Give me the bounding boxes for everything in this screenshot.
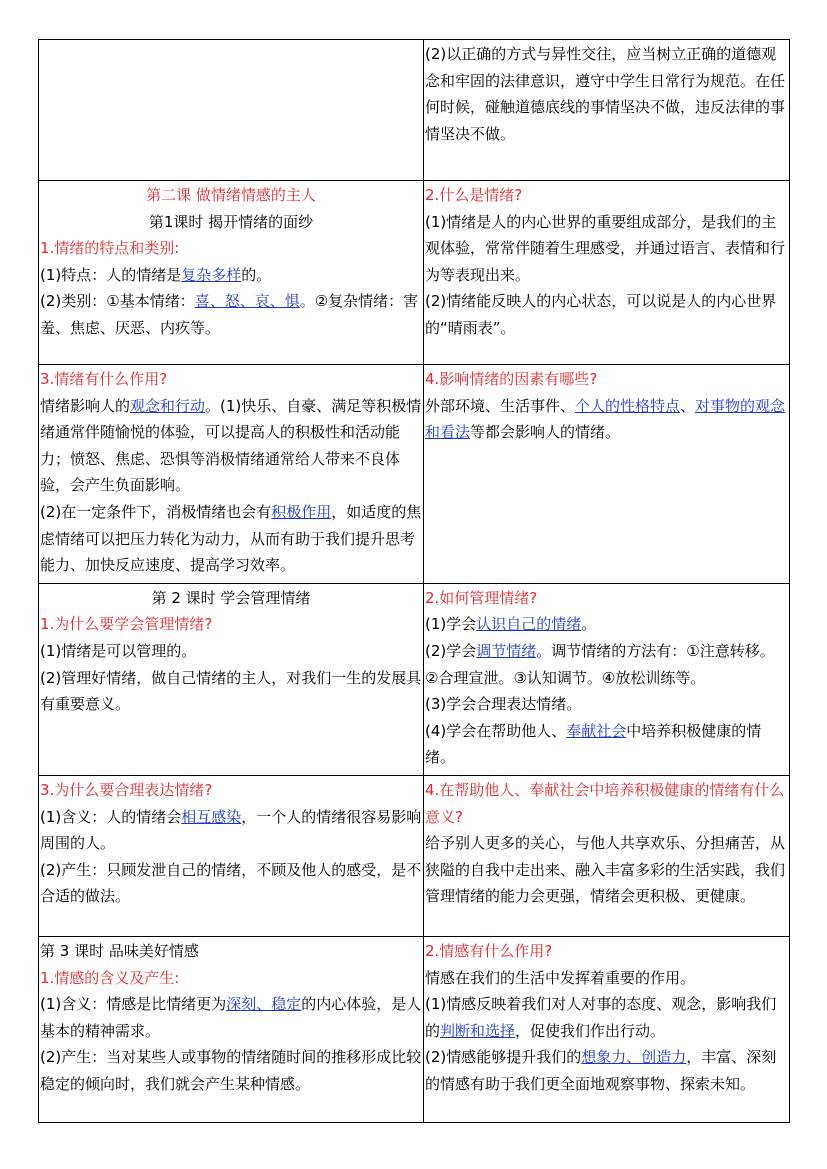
paragraph xyxy=(40,638,422,665)
paragraph xyxy=(425,41,788,147)
text-segment: 、 xyxy=(680,396,696,415)
left-cell xyxy=(39,583,424,775)
paragraph xyxy=(425,611,788,638)
text-segment: 。(1)快乐、自豪、满足等积极情绪通常伴随愉悦的体验，可以提高人的积极性和活动能力；愤怒、焦虑、恐惧等消极情绪通常给人带来不良体验，会产生负面影响。 xyxy=(40,396,422,495)
paragraph xyxy=(425,991,788,1044)
text-segment: ，促使我们作出行动。 xyxy=(515,1021,666,1040)
text-segment: (2)以正确的方式与异性交往，应当树立正确的道德观念和牢固的法律意识，遵守中学生日常行为规范。在任何时候，碰触道德底线的事情坚决不做，违反法律的事情坚决不做。 xyxy=(425,45,786,143)
text-segment: (1)学会 xyxy=(425,615,477,634)
section-heading: 3.情绪有什么作用? xyxy=(40,370,168,388)
paragraph xyxy=(40,209,422,236)
paragraph xyxy=(40,499,422,579)
notes-table-body xyxy=(39,40,790,1123)
text-segment: 情感在我们的生活中发挥着重要的作用。 xyxy=(425,968,696,987)
text-segment: 第 3 课时 品味美好情感 xyxy=(40,941,199,960)
paragraph xyxy=(40,182,422,209)
right-cell xyxy=(424,583,790,775)
text-segment: 外部环境、生活事件、 xyxy=(425,396,576,415)
keyword-highlight: 相互感染 xyxy=(181,807,242,826)
paragraph xyxy=(425,830,788,910)
paragraph xyxy=(425,1044,788,1097)
paragraph xyxy=(40,665,422,718)
paragraph xyxy=(425,366,788,393)
table-row xyxy=(39,40,790,181)
text-segment: (1)含义：人的情绪会 xyxy=(40,807,182,826)
paragraph xyxy=(40,777,422,804)
text-segment: 。②复杂情绪：害羞、焦虑、厌恶、内疚等。 xyxy=(40,292,419,337)
section-heading: 2.什么是情绪? xyxy=(425,186,523,204)
notes-table xyxy=(38,39,790,1123)
right-cell xyxy=(424,775,790,936)
text-segment: (1)情感反映着我们对人对事的态度、观念，影响我们的 xyxy=(425,995,777,1040)
table-row xyxy=(39,936,790,1122)
keyword-highlight: 调节情绪 xyxy=(476,641,537,660)
keyword-highlight: 复杂多样 xyxy=(181,265,242,284)
paragraph xyxy=(40,804,422,857)
keyword-highlight: 奉献社会 xyxy=(566,721,627,740)
text-segment: (1)特点：人的情绪是 xyxy=(40,265,182,284)
table-row xyxy=(39,583,790,775)
keyword-highlight: 喜、怒、哀、惧 xyxy=(194,292,300,311)
section-heading: 3.为什么要合理表达情绪? xyxy=(40,780,213,799)
paragraph xyxy=(40,965,422,992)
left-cell xyxy=(39,181,424,365)
paragraph xyxy=(425,718,788,771)
text-segment: (2)情绪能反映人的内心状态，可以说是人的内心世界的“晴雨表”。 xyxy=(425,292,777,337)
paragraph xyxy=(40,235,422,262)
paragraph xyxy=(40,857,422,910)
paragraph xyxy=(425,393,788,446)
section-heading: 4.在帮助他人、奉献社会中培养积极健康的情绪有什么意义? xyxy=(425,780,785,826)
paragraph xyxy=(425,209,788,289)
right-cell xyxy=(424,365,790,584)
section-heading: 第二课 做情绪情感的主人 xyxy=(146,186,316,204)
text-segment: 。调节情绪的方法有：①注意转移。②合理宣泄。③认知调节。④放松训练等。 xyxy=(425,641,775,687)
text-segment: ，如适度的焦虑情绪可以把压力转化为动力，从而有助于我们提升思考能力、加快反应速度、提高学习效率。 xyxy=(40,502,422,575)
section-heading: 1.情绪的特点和类别: xyxy=(40,239,180,258)
left-cell xyxy=(39,936,424,1122)
text-segment: 。 xyxy=(581,615,597,634)
text-segment: (2)产生：只顾发泄自己的情绪，不顾及他人的感受，是不合适的做法。 xyxy=(40,860,422,906)
keyword-highlight: 个人的性格特点 xyxy=(575,396,681,415)
paragraph xyxy=(425,585,788,612)
keyword-highlight: 深刻、稳定 xyxy=(226,995,302,1014)
text-segment: (2)产生：当对某些人或事物的情绪随时间的推移形成比较稳定的倾向时，我们就会产生某种情感。 xyxy=(40,1048,422,1093)
keyword-highlight: 认识自己的情绪 xyxy=(476,615,582,634)
text-segment: 的内心体验，是人基本的精神需求。 xyxy=(40,995,422,1040)
text-segment: 情绪影响人的 xyxy=(40,396,131,415)
paragraph xyxy=(425,691,788,718)
paragraph xyxy=(40,1044,422,1097)
text-segment: (1)情绪是人的内心世界的重要组成部分，是我们的主观体验，常常伴随着生理感受，并通过语言、表情和行为等表现出来。 xyxy=(425,212,786,284)
text-segment: ，一个人的情绪很容易影响周围的人。 xyxy=(40,807,422,853)
table-row xyxy=(39,365,790,584)
right-cell xyxy=(424,40,790,181)
section-heading: 4.影响情绪的因素有哪些? xyxy=(425,370,598,388)
right-cell xyxy=(424,936,790,1122)
right-cell xyxy=(424,181,790,365)
table-row xyxy=(39,181,790,365)
keyword-highlight: 判断和选择 xyxy=(440,1021,516,1040)
table-row xyxy=(39,775,790,936)
paragraph xyxy=(40,262,422,289)
section-heading: 2.如何管理情绪? xyxy=(425,588,538,607)
paragraph xyxy=(40,288,422,341)
text-segment: ，丰富、深刻的情感有助于我们更全面地观察事物、探索未知。 xyxy=(425,1048,777,1093)
paragraph xyxy=(425,288,788,341)
keyword-highlight: 想象力、创造力 xyxy=(581,1048,687,1067)
keyword-highlight: 对事物的观念和看法 xyxy=(425,396,786,442)
text-segment: (2)管理好情绪，做自己情绪的主人，对我们一生的发展具有重要意义。 xyxy=(40,668,422,714)
left-cell xyxy=(39,775,424,936)
paragraph xyxy=(425,965,788,992)
text-segment: (2)学会 xyxy=(425,641,477,660)
paragraph xyxy=(425,777,788,830)
text-segment: 给予别人更多的关心，与他人共享欢乐、分担痛苦，从狭隘的自我中走出来、融入丰富多彩的生活实践，我们管理情绪的能力会更强，情绪会更积极、更健康。 xyxy=(425,834,786,906)
section-heading: 1.为什么要学会管理情绪? xyxy=(40,615,213,634)
text-segment: 的。 xyxy=(241,265,272,284)
text-segment: (4)学会在帮助他人、 xyxy=(425,721,567,740)
text-segment: (2)在一定条件下，消极情绪也会有 xyxy=(40,502,272,521)
text-segment: (2)情感能够提升我们的 xyxy=(425,1048,582,1067)
section-heading: 2.情感有什么作用? xyxy=(425,941,553,960)
section-heading: 1.情感的含义及产生: xyxy=(40,968,180,987)
text-segment: (1)含义：情感是比情绪更为 xyxy=(40,995,227,1014)
paragraph xyxy=(425,182,788,209)
paragraph xyxy=(425,938,788,965)
text-segment: 等都会影响人的情绪。 xyxy=(470,423,621,442)
paragraph xyxy=(40,393,422,499)
text-segment: 第1课时 揭开情绪的面纱 xyxy=(148,212,314,231)
left-cell xyxy=(39,365,424,584)
paragraph xyxy=(40,938,422,965)
text-segment: (1)情绪是可以管理的。 xyxy=(40,641,197,660)
paragraph xyxy=(425,638,788,691)
text-segment: (3)学会合理表达情绪。 xyxy=(425,695,582,714)
left-cell xyxy=(39,40,424,181)
paragraph xyxy=(40,611,422,638)
paragraph xyxy=(40,991,422,1044)
keyword-highlight: 积极作用 xyxy=(271,502,332,521)
text-segment: 第 2 课时 学会管理情绪 xyxy=(151,588,311,607)
text-segment: (2)类别：①基本情绪： xyxy=(40,292,195,311)
keyword-highlight: 观念和行动 xyxy=(130,396,206,415)
paragraph xyxy=(40,366,422,393)
text-segment: 中培养积极健康的情绪。 xyxy=(425,721,762,767)
paragraph xyxy=(40,585,422,612)
